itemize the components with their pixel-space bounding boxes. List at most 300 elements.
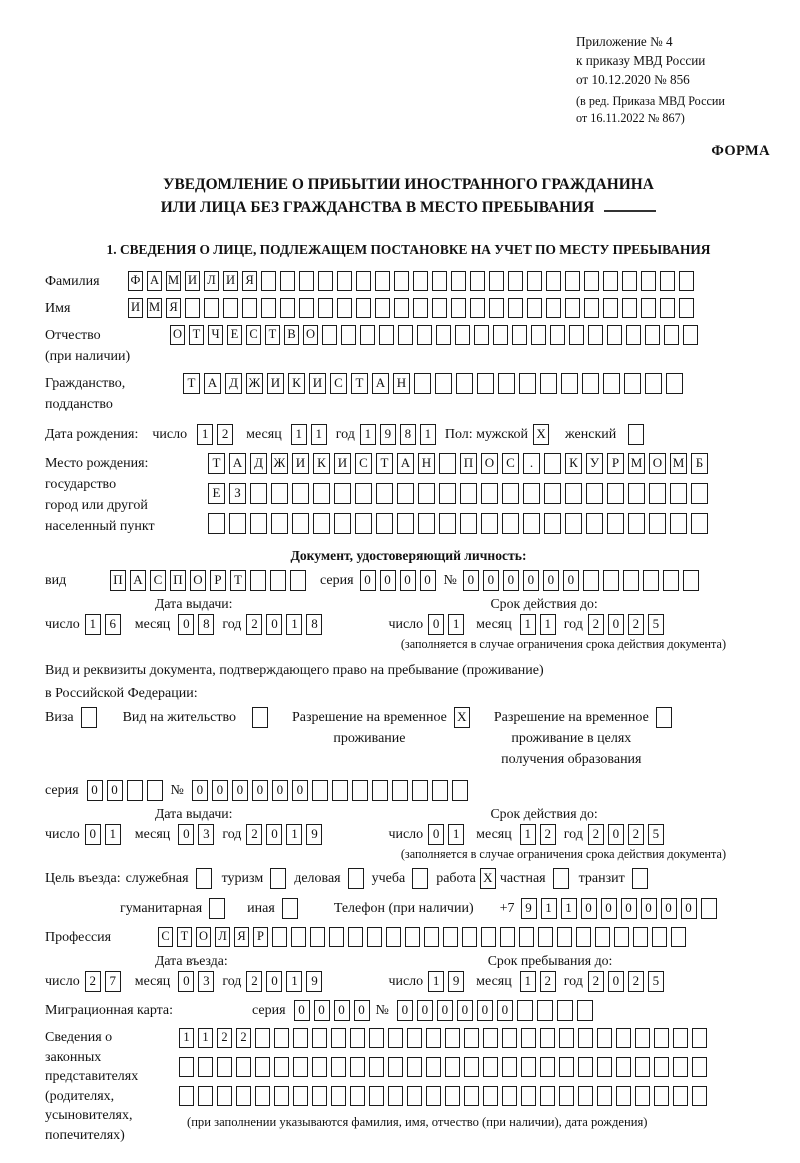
char-box[interactable] (582, 373, 599, 394)
char-box[interactable]: 1 (420, 424, 436, 445)
char-box[interactable] (439, 483, 456, 504)
char-box[interactable] (229, 513, 246, 534)
char-box[interactable]: 1 (286, 614, 302, 635)
char-box[interactable]: Я (242, 271, 257, 291)
doc-valid-day[interactable] (428, 614, 468, 635)
char-box[interactable] (521, 1028, 536, 1048)
char-box[interactable] (557, 927, 572, 947)
char-box[interactable]: 1 (540, 614, 556, 635)
surname-boxes[interactable] (128, 271, 698, 291)
char-box[interactable]: С (246, 325, 261, 345)
char-box[interactable] (350, 1057, 365, 1077)
char-box[interactable]: 1 (360, 424, 376, 445)
char-box[interactable]: Ч (208, 325, 223, 345)
char-box[interactable] (376, 513, 393, 534)
char-box[interactable] (586, 513, 603, 534)
char-box[interactable]: 1 (448, 824, 464, 845)
char-box[interactable] (483, 1057, 498, 1077)
char-box[interactable]: 2 (246, 824, 262, 845)
residence-number-boxes[interactable] (192, 780, 472, 801)
char-box[interactable] (451, 271, 466, 291)
char-box[interactable] (701, 898, 717, 919)
char-box[interactable] (597, 1028, 612, 1048)
char-box[interactable] (671, 927, 686, 947)
char-box[interactable] (660, 298, 675, 318)
char-box[interactable] (435, 373, 452, 394)
char-box[interactable]: И (267, 373, 284, 394)
char-box[interactable] (350, 1028, 365, 1048)
char-box[interactable]: Д (250, 453, 267, 474)
char-box[interactable]: С (158, 927, 173, 947)
char-box[interactable] (299, 271, 314, 291)
char-box[interactable] (628, 424, 644, 445)
char-box[interactable] (418, 513, 435, 534)
char-box[interactable] (521, 1057, 536, 1077)
char-box[interactable]: Т (376, 453, 393, 474)
char-box[interactable]: 0 (87, 780, 103, 801)
char-box[interactable] (628, 513, 645, 534)
char-box[interactable] (388, 1086, 403, 1106)
purpose-work-checkbox[interactable] (480, 868, 500, 889)
birth-year-boxes[interactable] (360, 424, 440, 445)
char-box[interactable]: И (292, 453, 309, 474)
char-box[interactable]: М (670, 453, 687, 474)
char-box[interactable]: 0 (334, 1000, 350, 1021)
char-box[interactable] (426, 1057, 441, 1077)
char-box[interactable] (198, 1086, 213, 1106)
char-box[interactable]: И (128, 298, 143, 318)
residence-valid-year[interactable] (588, 824, 668, 845)
char-box[interactable] (255, 1086, 270, 1106)
char-box[interactable]: Б (691, 453, 708, 474)
char-box[interactable] (179, 1057, 194, 1077)
char-box[interactable] (544, 453, 561, 474)
purpose-study-checkbox[interactable] (412, 868, 432, 889)
char-box[interactable] (310, 927, 325, 947)
char-box[interactable] (147, 780, 163, 801)
char-box[interactable] (654, 1057, 669, 1077)
char-box[interactable] (660, 271, 675, 291)
char-box[interactable] (445, 1057, 460, 1077)
char-box[interactable] (622, 298, 637, 318)
char-box[interactable]: 0 (380, 570, 396, 591)
char-box[interactable] (81, 707, 97, 728)
char-box[interactable]: 8 (198, 614, 214, 635)
char-box[interactable] (367, 927, 382, 947)
char-box[interactable] (439, 453, 456, 474)
char-box[interactable] (527, 298, 542, 318)
char-box[interactable] (274, 1028, 289, 1048)
char-box[interactable] (527, 271, 542, 291)
char-box[interactable]: 0 (641, 898, 657, 919)
char-box[interactable] (293, 1057, 308, 1077)
char-box[interactable] (633, 927, 648, 947)
char-box[interactable]: 0 (107, 780, 123, 801)
char-box[interactable]: 0 (608, 824, 624, 845)
title-blank-underline[interactable] (604, 199, 656, 212)
char-box[interactable]: 0 (428, 824, 444, 845)
char-box[interactable]: 0 (178, 824, 194, 845)
char-box[interactable]: С (330, 373, 347, 394)
char-box[interactable]: И (309, 373, 326, 394)
char-box[interactable]: О (649, 453, 666, 474)
char-box[interactable] (583, 570, 599, 591)
residence-issue-month[interactable] (178, 824, 218, 845)
char-box[interactable] (578, 1057, 593, 1077)
char-box[interactable] (312, 1086, 327, 1106)
char-box[interactable] (692, 1057, 707, 1077)
char-box[interactable] (603, 373, 620, 394)
char-box[interactable] (643, 570, 659, 591)
char-box[interactable] (405, 927, 420, 947)
char-box[interactable]: 0 (417, 1000, 433, 1021)
char-box[interactable] (386, 927, 401, 947)
char-box[interactable]: 0 (497, 1000, 513, 1021)
char-box[interactable]: Р (253, 927, 268, 947)
char-box[interactable] (261, 271, 276, 291)
char-box[interactable] (500, 927, 515, 947)
char-box[interactable] (597, 1057, 612, 1077)
char-box[interactable]: 1 (179, 1028, 194, 1048)
char-box[interactable] (616, 1028, 631, 1048)
char-box[interactable] (635, 1028, 650, 1048)
char-box[interactable] (250, 513, 267, 534)
char-box[interactable] (607, 483, 624, 504)
char-box[interactable] (481, 483, 498, 504)
sex-male-checkbox[interactable] (533, 424, 553, 445)
char-box[interactable]: Ф (128, 271, 143, 291)
char-box[interactable] (432, 780, 448, 801)
char-box[interactable] (179, 1086, 194, 1106)
char-box[interactable] (569, 325, 584, 345)
char-box[interactable] (412, 780, 428, 801)
char-box[interactable] (561, 373, 578, 394)
char-box[interactable] (432, 271, 447, 291)
birth-place-row3[interactable] (208, 513, 712, 534)
doc-series-boxes[interactable] (360, 570, 440, 591)
char-box[interactable] (439, 513, 456, 534)
char-box[interactable] (462, 927, 477, 947)
char-box[interactable] (523, 483, 540, 504)
residence-issue-year[interactable] (246, 824, 326, 845)
char-box[interactable]: 9 (521, 898, 537, 919)
temp-residence-edu-checkbox[interactable] (656, 707, 676, 728)
char-box[interactable] (691, 513, 708, 534)
char-box[interactable] (270, 868, 286, 889)
char-box[interactable] (614, 927, 629, 947)
char-box[interactable] (426, 1028, 441, 1048)
char-box[interactable]: 0 (457, 1000, 473, 1021)
char-box[interactable] (432, 298, 447, 318)
char-box[interactable] (578, 1086, 593, 1106)
char-box[interactable] (641, 298, 656, 318)
char-box[interactable] (236, 1057, 251, 1077)
char-box[interactable] (586, 483, 603, 504)
char-box[interactable] (329, 927, 344, 947)
char-box[interactable] (372, 780, 388, 801)
char-box[interactable]: 2 (217, 1028, 232, 1048)
char-box[interactable] (282, 898, 298, 919)
char-box[interactable]: О (303, 325, 318, 345)
char-box[interactable] (274, 1057, 289, 1077)
char-box[interactable] (272, 927, 287, 947)
char-box[interactable]: 2 (628, 614, 644, 635)
doc-number-boxes[interactable] (463, 570, 703, 591)
char-box[interactable]: 9 (448, 971, 464, 992)
char-box[interactable] (470, 298, 485, 318)
char-box[interactable]: 0 (360, 570, 376, 591)
char-box[interactable] (544, 483, 561, 504)
char-box[interactable] (654, 1028, 669, 1048)
char-box[interactable] (451, 298, 466, 318)
char-box[interactable] (559, 1086, 574, 1106)
char-box[interactable] (292, 483, 309, 504)
char-box[interactable]: К (565, 453, 582, 474)
char-box[interactable] (626, 325, 641, 345)
char-box[interactable] (483, 1086, 498, 1106)
char-box[interactable] (242, 298, 257, 318)
char-box[interactable] (607, 513, 624, 534)
char-box[interactable] (322, 325, 337, 345)
char-box[interactable]: 0 (543, 570, 559, 591)
char-box[interactable]: Т (230, 570, 246, 591)
char-box[interactable]: 0 (178, 614, 194, 635)
char-box[interactable]: Л (204, 271, 219, 291)
char-box[interactable] (498, 373, 515, 394)
char-box[interactable]: 0 (483, 570, 499, 591)
char-box[interactable] (460, 483, 477, 504)
char-box[interactable]: 1 (286, 971, 302, 992)
char-box[interactable] (502, 1086, 517, 1106)
char-box[interactable] (546, 271, 561, 291)
char-box[interactable]: 0 (477, 1000, 493, 1021)
char-box[interactable] (250, 483, 267, 504)
char-box[interactable]: 0 (621, 898, 637, 919)
char-box[interactable]: Р (210, 570, 226, 591)
char-box[interactable] (394, 298, 409, 318)
birth-place-row1[interactable] (208, 453, 712, 474)
char-box[interactable] (204, 298, 219, 318)
stay-month[interactable] (520, 971, 560, 992)
char-box[interactable] (355, 483, 372, 504)
char-box[interactable]: 0 (608, 614, 624, 635)
char-box[interactable]: 2 (85, 971, 101, 992)
char-box[interactable] (424, 927, 439, 947)
char-box[interactable] (565, 271, 580, 291)
char-box[interactable] (255, 1057, 270, 1077)
char-box[interactable] (531, 325, 546, 345)
char-box[interactable] (577, 1000, 593, 1021)
char-box[interactable]: 1 (541, 898, 557, 919)
char-box[interactable] (270, 570, 286, 591)
char-box[interactable] (312, 780, 328, 801)
char-box[interactable]: 2 (217, 424, 233, 445)
char-box[interactable]: 0 (661, 898, 677, 919)
char-box[interactable]: 0 (428, 614, 444, 635)
char-box[interactable] (481, 927, 496, 947)
char-box[interactable] (290, 570, 306, 591)
doc-valid-year[interactable] (588, 614, 668, 635)
residence-permit-checkbox[interactable] (252, 707, 272, 728)
char-box[interactable] (692, 1086, 707, 1106)
char-box[interactable]: А (397, 453, 414, 474)
char-box[interactable]: 2 (588, 971, 604, 992)
char-box[interactable]: 0 (581, 898, 597, 919)
name-boxes[interactable] (128, 298, 698, 318)
char-box[interactable] (369, 1028, 384, 1048)
char-box[interactable] (291, 927, 306, 947)
char-box[interactable]: 5 (648, 971, 664, 992)
char-box[interactable] (584, 298, 599, 318)
char-box[interactable] (334, 513, 351, 534)
char-box[interactable] (544, 513, 561, 534)
char-box[interactable]: Т (265, 325, 280, 345)
char-box[interactable] (394, 271, 409, 291)
char-box[interactable]: С (150, 570, 166, 591)
char-box[interactable] (332, 780, 348, 801)
char-box[interactable]: 9 (306, 824, 322, 845)
stay-year[interactable] (588, 971, 668, 992)
char-box[interactable] (313, 513, 330, 534)
char-box[interactable] (460, 513, 477, 534)
char-box[interactable]: 5 (648, 824, 664, 845)
char-box[interactable]: 7 (105, 971, 121, 992)
char-box[interactable]: 0 (266, 971, 282, 992)
char-box[interactable] (578, 1028, 593, 1048)
char-box[interactable] (519, 373, 536, 394)
char-box[interactable] (236, 1086, 251, 1106)
char-box[interactable]: А (147, 271, 162, 291)
char-box[interactable] (652, 927, 667, 947)
char-box[interactable] (348, 927, 363, 947)
char-box[interactable] (412, 868, 428, 889)
char-box[interactable] (217, 1086, 232, 1106)
char-box[interactable] (331, 1086, 346, 1106)
char-box[interactable] (632, 868, 648, 889)
char-box[interactable] (502, 1057, 517, 1077)
char-box[interactable]: А (130, 570, 146, 591)
char-box[interactable] (407, 1028, 422, 1048)
doc-issue-day[interactable] (85, 614, 125, 635)
char-box[interactable] (616, 1057, 631, 1077)
residence-valid-day[interactable] (428, 824, 468, 845)
char-box[interactable]: О (196, 927, 211, 947)
char-box[interactable] (292, 513, 309, 534)
char-box[interactable] (474, 325, 489, 345)
char-box[interactable]: М (147, 298, 162, 318)
char-box[interactable]: 2 (246, 971, 262, 992)
char-box[interactable] (452, 780, 468, 801)
char-box[interactable] (196, 868, 212, 889)
char-box[interactable] (312, 1028, 327, 1048)
char-box[interactable] (414, 373, 431, 394)
char-box[interactable]: Я (166, 298, 181, 318)
char-box[interactable]: Е (227, 325, 242, 345)
char-box[interactable] (477, 373, 494, 394)
char-box[interactable] (418, 483, 435, 504)
char-box[interactable]: 1 (520, 824, 536, 845)
char-box[interactable]: К (313, 453, 330, 474)
char-box[interactable] (603, 271, 618, 291)
char-box[interactable] (274, 1086, 289, 1106)
char-box[interactable]: 0 (232, 780, 248, 801)
stay-day[interactable] (428, 971, 468, 992)
char-box[interactable] (635, 1057, 650, 1077)
char-box[interactable]: Р (607, 453, 624, 474)
residence-issue-day[interactable] (85, 824, 125, 845)
char-box[interactable] (217, 1057, 232, 1077)
char-box[interactable]: 2 (588, 824, 604, 845)
entry-day[interactable] (85, 971, 125, 992)
char-box[interactable]: 2 (246, 614, 262, 635)
char-box[interactable] (670, 483, 687, 504)
char-box[interactable] (557, 1000, 573, 1021)
char-box[interactable] (692, 1028, 707, 1048)
char-box[interactable]: К (288, 373, 305, 394)
char-box[interactable]: . (523, 453, 540, 474)
char-box[interactable] (565, 298, 580, 318)
char-box[interactable] (369, 1086, 384, 1106)
char-box[interactable] (635, 1086, 650, 1106)
char-box[interactable]: И (334, 453, 351, 474)
char-box[interactable]: Т (183, 373, 200, 394)
char-box[interactable]: 0 (192, 780, 208, 801)
char-box[interactable] (464, 1028, 479, 1048)
char-box[interactable] (417, 325, 432, 345)
char-box[interactable] (523, 513, 540, 534)
char-box[interactable] (622, 271, 637, 291)
char-box[interactable]: 1 (197, 424, 213, 445)
char-box[interactable]: Е (208, 483, 225, 504)
char-box[interactable]: Т (189, 325, 204, 345)
char-box[interactable]: С (502, 453, 519, 474)
char-box[interactable]: М (166, 271, 181, 291)
char-box[interactable] (691, 483, 708, 504)
char-box[interactable] (293, 1086, 308, 1106)
char-box[interactable] (280, 298, 295, 318)
char-box[interactable] (666, 373, 683, 394)
char-box[interactable]: 5 (648, 614, 664, 635)
char-box[interactable] (683, 325, 698, 345)
char-box[interactable]: Л (215, 927, 230, 947)
char-box[interactable]: И (185, 271, 200, 291)
doc-type-boxes[interactable] (110, 570, 310, 591)
char-box[interactable]: М (628, 453, 645, 474)
char-box[interactable]: 1 (448, 614, 464, 635)
char-box[interactable] (679, 271, 694, 291)
purpose-tourism-checkbox[interactable] (270, 868, 290, 889)
char-box[interactable]: 2 (540, 824, 556, 845)
char-box[interactable] (208, 513, 225, 534)
birth-month-boxes[interactable] (291, 424, 331, 445)
phone-digit-boxes[interactable] (521, 898, 721, 919)
char-box[interactable] (493, 325, 508, 345)
char-box[interactable] (280, 271, 295, 291)
char-box[interactable] (517, 1000, 533, 1021)
birth-place-row2[interactable] (208, 483, 712, 504)
char-box[interactable] (261, 298, 276, 318)
char-box[interactable]: 0 (85, 824, 101, 845)
char-box[interactable]: 9 (380, 424, 396, 445)
char-box[interactable]: 1 (85, 614, 101, 635)
char-box[interactable] (546, 298, 561, 318)
char-box[interactable]: 0 (266, 824, 282, 845)
char-box[interactable]: 2 (540, 971, 556, 992)
char-box[interactable]: 1 (286, 824, 302, 845)
char-box[interactable] (489, 298, 504, 318)
char-box[interactable] (293, 1028, 308, 1048)
char-box[interactable] (649, 513, 666, 534)
